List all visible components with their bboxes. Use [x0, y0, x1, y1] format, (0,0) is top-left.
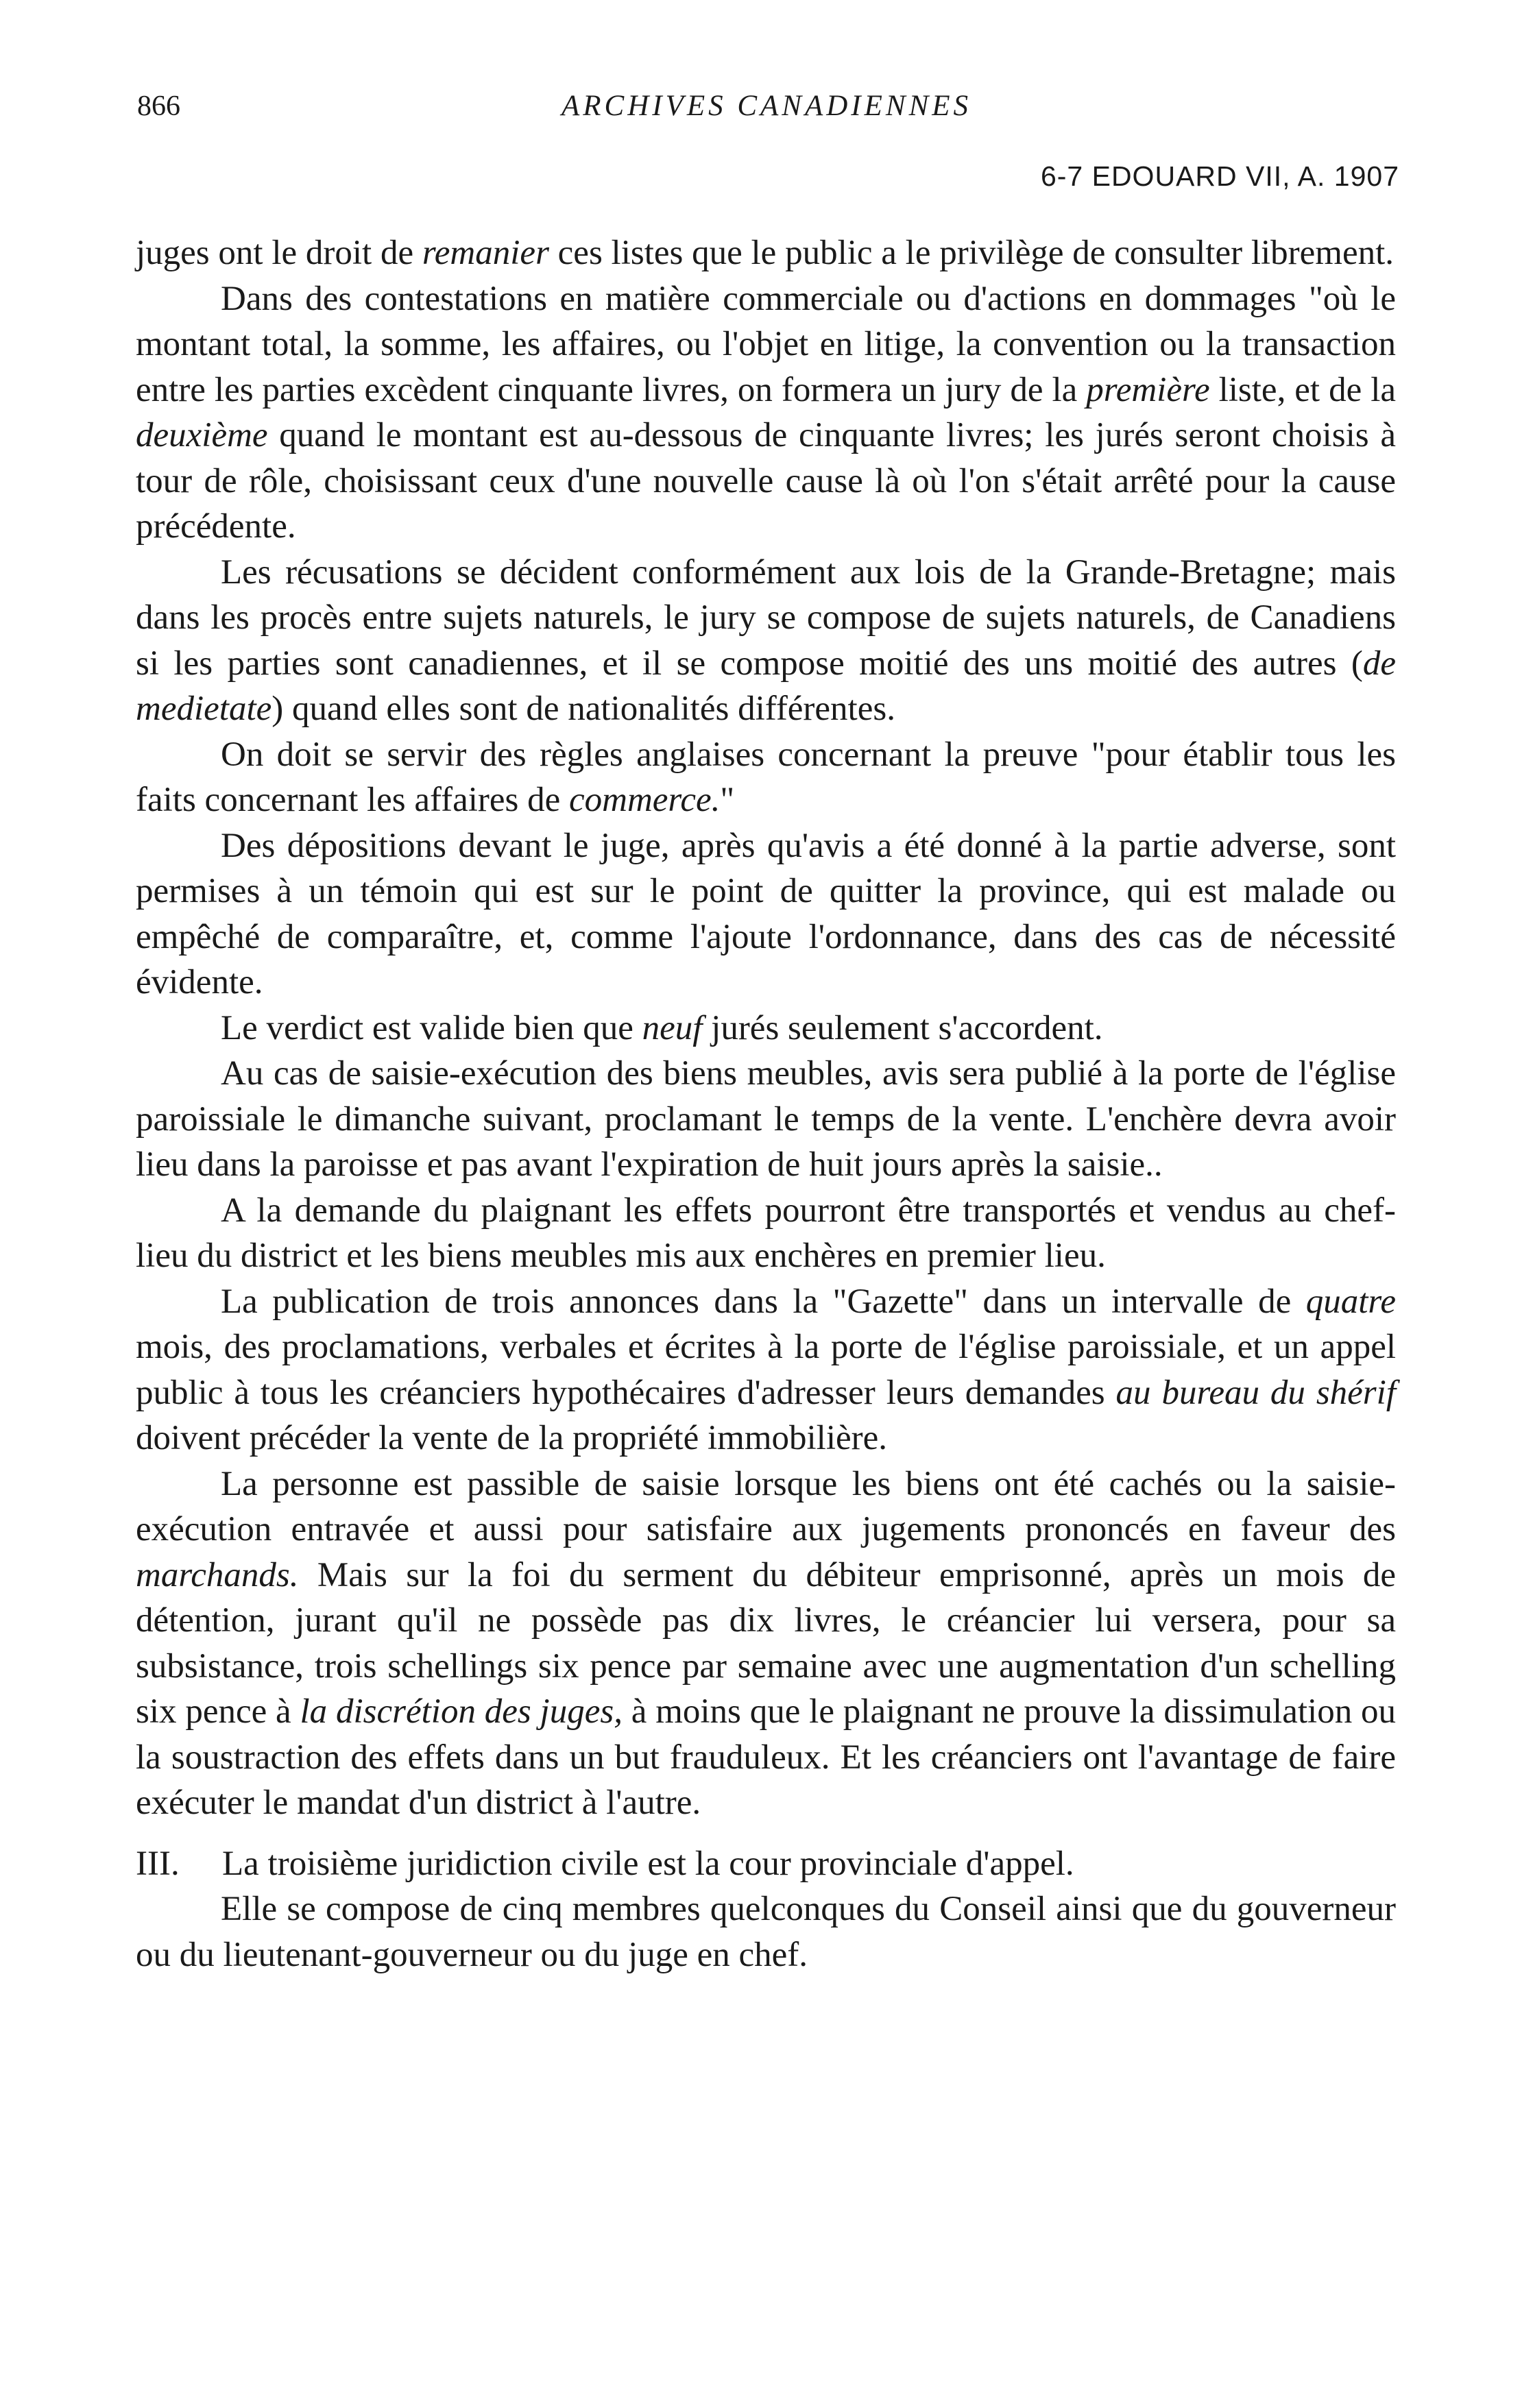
paragraph-9: La personne est passible de saisie lorsque les biens ont été cachés ou la saisie-exécution entravée et aussi pour satisfaire aux jugements prononcés en faveur des marchands. Mais sur la foi du serment du débiteur emprisonné, après un mois de détention, jurant qu'il ne possède pas dix livres, le créancier lui versera, pour sa subsistance, trois schellings six pence par semaine avec une augmentation d'un schelling six pence à la discrétion des juges, à moins que le plaignant ne prouve la dissimulation ou la soustraction des effets dans un but frauduleux. Et les créanciers ont l'avantage de faire exécuter le mandat d'un district à l'autre.	[136, 1464, 1397, 1822]
paragraph-6: Au cas de saisie-exécution des biens meubles, avis sera publié à la porte de l'église paroissiale le dimanche suivant, proclamant le temps de la vente. L'enchère devra avoir lieu dans la paroisse et pas avant l'expiration de huit jours après la saisie..	[136, 1054, 1396, 1184]
paragraph-4: Des dépositions devant le juge, après qu'avis a été donné à la partie adverse, sont permises à un témoin qui est sur le point de quitter la province, qui est malade ou empêché de comparaître, et, comme l'ajoute l'ordonnance, dans des cas de nécessité évidente.	[136, 826, 1396, 1001]
paragraph-10: Elle se compose de cinq membres quelconques du Conseil ainsi que du gouverneur ou du lieutenant-gouverneur ou du juge en chef.	[136, 1890, 1396, 1974]
section-text: La troisième juridiction civile est la cour provinciale d'appel.	[222, 1844, 1074, 1883]
paragraph-7: A la demande du plaignant les effets pourront être transportés et vendus au chef-lieu du district et les biens meubles mis aux enchères en premier lieu.	[136, 1191, 1396, 1275]
paragraph-8: La publication de trois annonces dans la "Gazette" dans un intervalle de quatre mois, des proclamations, verbales et écrites à la porte de l'église paroissiale, et un appel public à tous les créanciers hypothécaires d'adresser leurs demandes au bureau du shérif doivent précéder la vente de la propriété immobilière.	[136, 1282, 1396, 1457]
section-heading	[136, 1841, 1396, 1887]
body-text	[136, 230, 1396, 1978]
paragraph-2: Les récusations se décident conformément aux lois de la Grande-Bretagne; mais dans les procès entre sujets naturels, le jury se compose de sujets naturels, de Canadiens si les parties sont canadiennes, et il se compose moitié des uns moitié des autres (de medietate) quand elles sont de nationalités différentes.	[136, 552, 1396, 728]
section-number: III.	[136, 1844, 180, 1883]
paragraph-0: juges ont le droit de remanier ces listes que le public a le privilège de consulter librement.	[136, 234, 1395, 272]
paragraph-3: On doit se servir des règles anglaises concernant la preuve "pour établir tous les faits concernant les affaires de commerce."	[136, 735, 1396, 819]
running-title: ARCHIVES CANADIENNES	[561, 90, 972, 122]
volume-label: 6-7 EDOUARD VII, A. 1907	[1040, 160, 1399, 192]
paragraph-5: Le verdict est valide bien que neuf jurés seulement s'accordent.	[221, 1008, 1103, 1047]
page-number: 866	[137, 90, 180, 122]
paragraph-1: Dans des contestations en matière commerciale ou d'actions en dommages "où le montant total, la somme, les affaires, ou l'objet en litige, la convention ou la transaction entre les parties excèdent cinquante livres, on formera un jury de la première liste, et de la deuxième quand le montant est au-dessous de cinquante livres; les jurés seront choisis à tour de rôle, choisissant ceux d'une nouvelle cause là où l'on s'était arrêté pour la cause précédente.	[136, 279, 1396, 546]
